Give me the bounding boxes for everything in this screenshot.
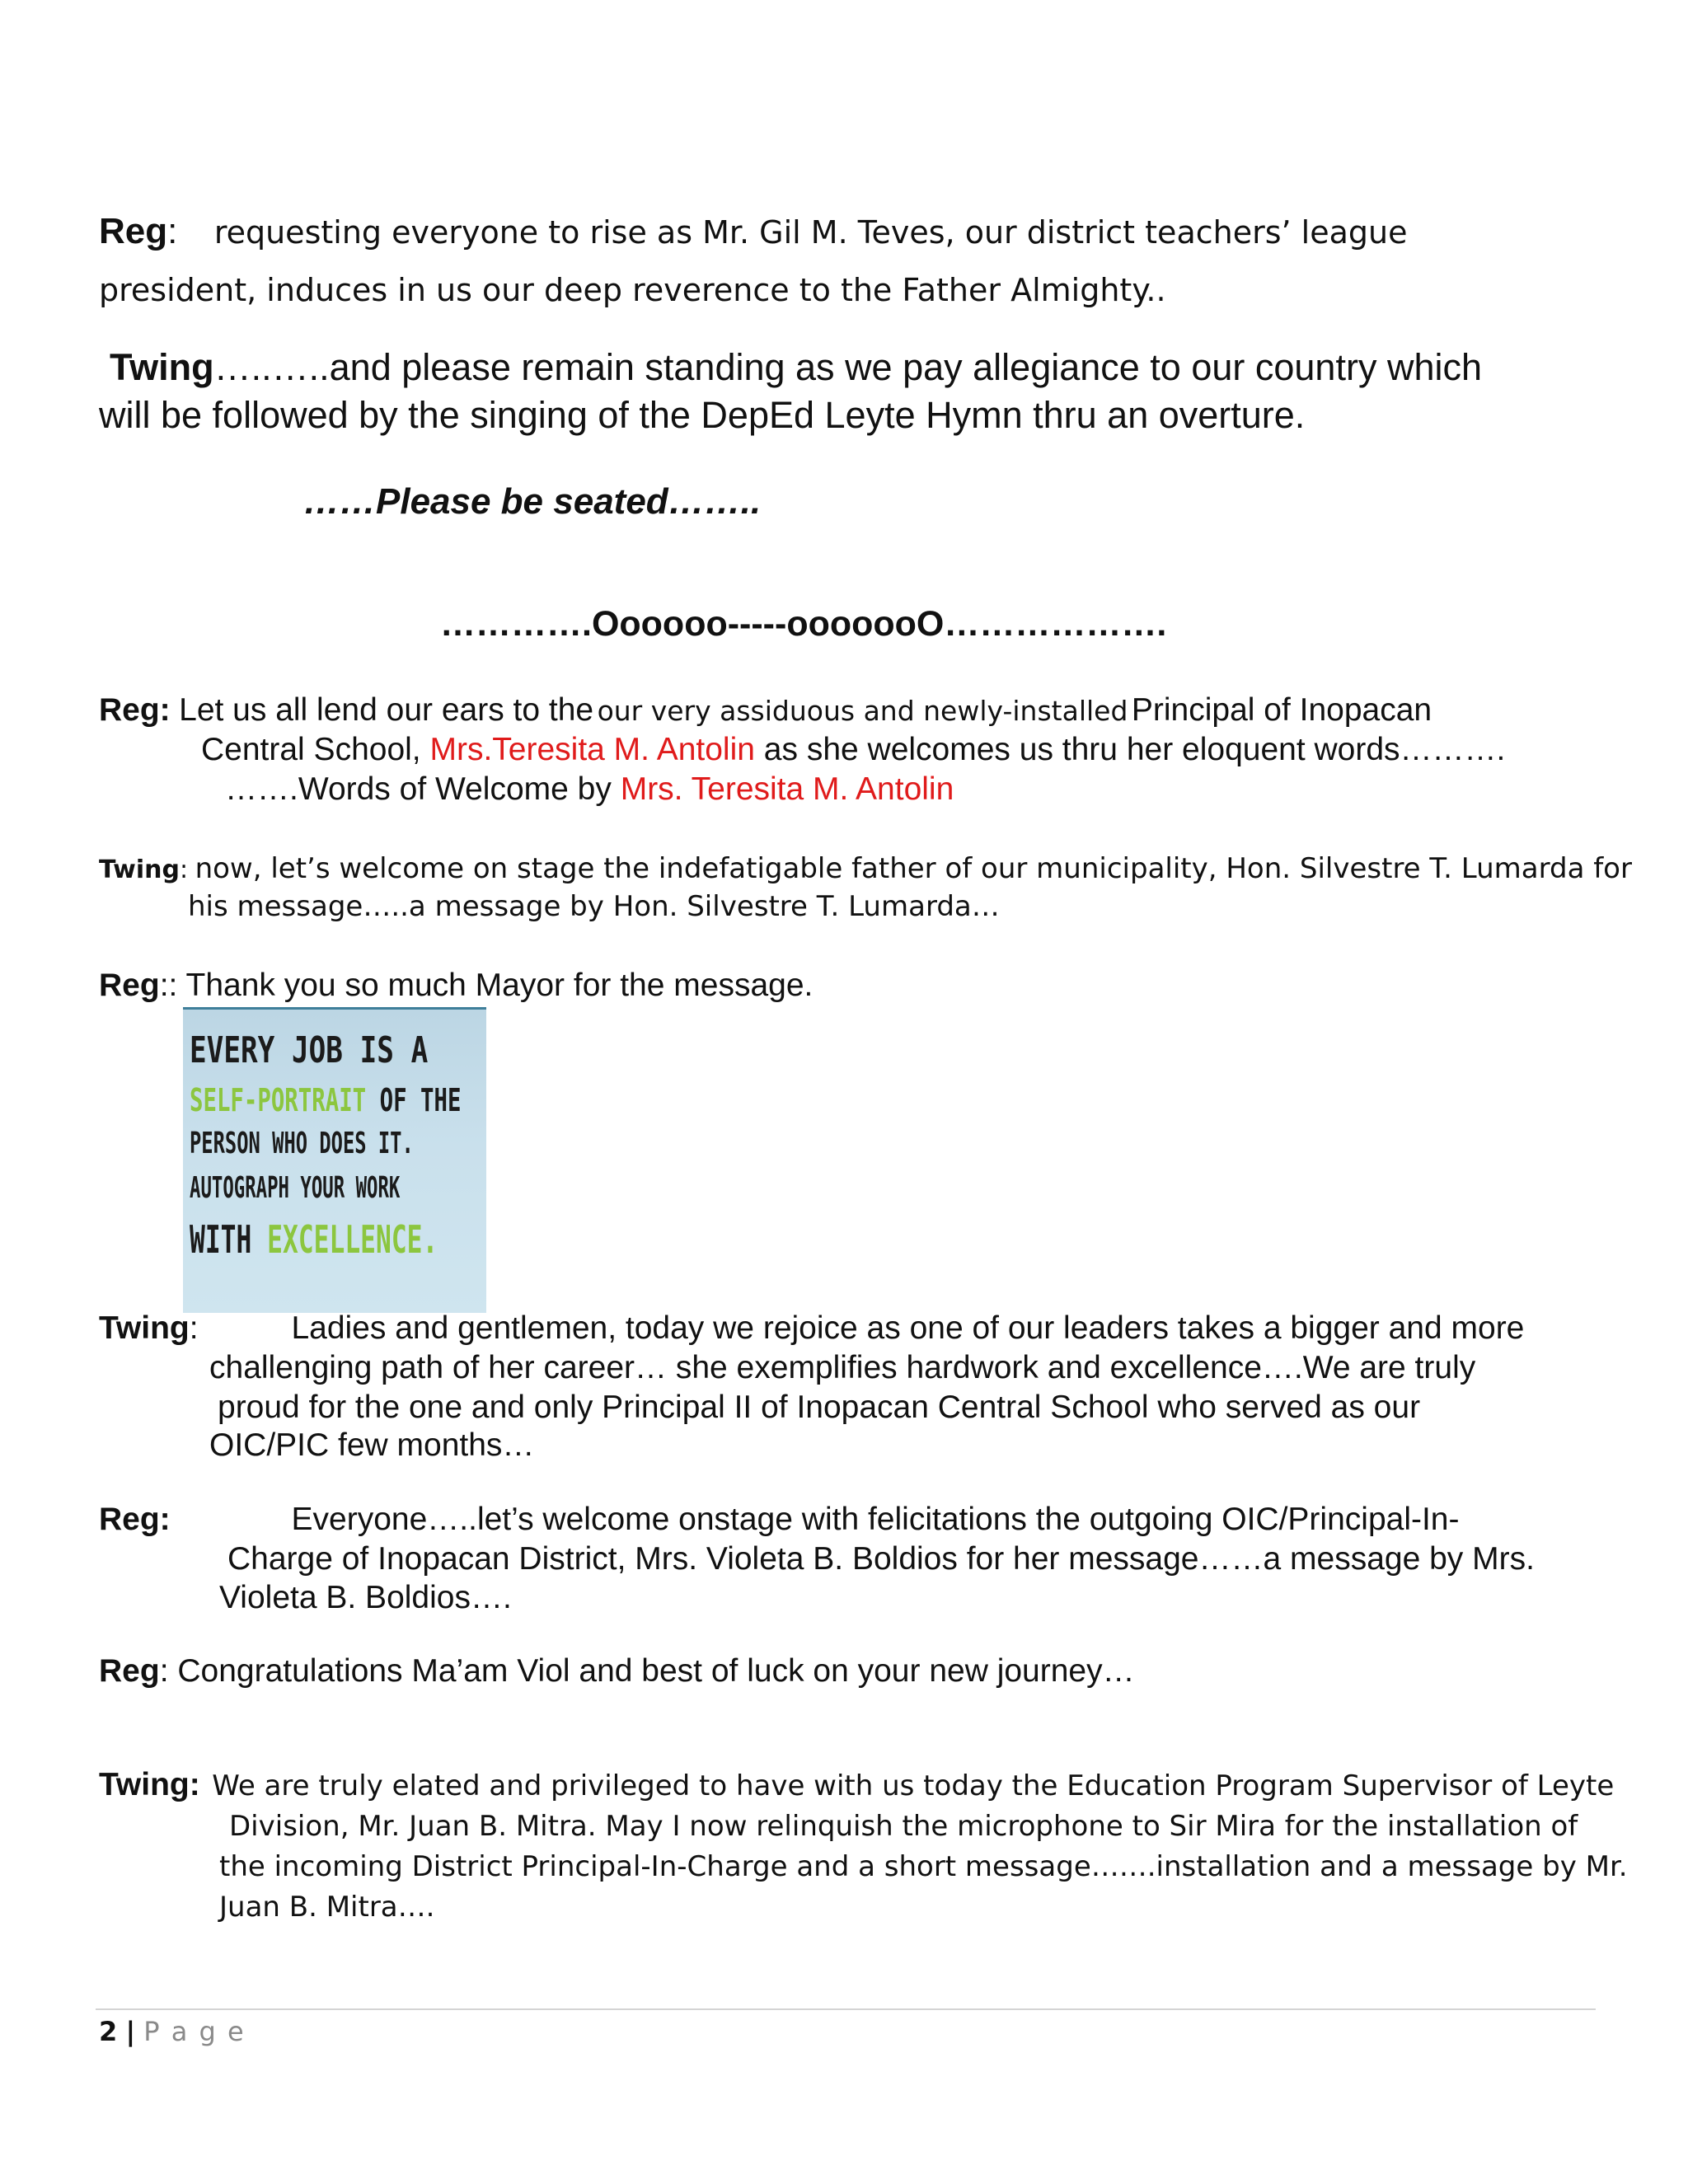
twing-paragraph-1 <box>110 346 1482 389</box>
paragraph-text: We are truly elated and privileged to have with us today the Education Program Supervisor of Leyte <box>212 1769 1615 1802</box>
paragraph-text: Charge of Inopacan District, Mrs. Violeta B. Boldios for her message……a message by Mrs. <box>227 1541 1535 1577</box>
paragraph-line <box>225 771 954 808</box>
reg-paragraph-5 <box>99 1653 1135 1690</box>
speaker-label: Twing <box>99 1310 190 1346</box>
paragraph-text: Violeta B. Boldios…. <box>219 1580 512 1615</box>
speaker-separator: : <box>159 1653 169 1689</box>
paragraph-text: proud for the one and only Principal II of Inopacan Central School who served as our <box>218 1390 1421 1425</box>
principal-name: Mrs. Teresita M. Antolin <box>620 771 954 807</box>
poster-text: OF THE <box>366 1082 462 1118</box>
paragraph-text: Ladies and gentlemen, today we rejoice as one of our leaders takes a bigger and more <box>291 1310 1525 1346</box>
paragraph-text: requesting everyone to rise as Mr. Gil M. Teves, our district teachers’ league <box>213 214 1408 251</box>
speaker-label: Twing <box>99 855 180 884</box>
paragraph-text: now, let’s welcome on stage the indefatigable father of our municipality, Hon. Silvestre T. Lumarda for <box>195 852 1632 885</box>
paragraph-text: …….Words of Welcome by <box>225 771 612 807</box>
paragraph-text: challenging path of her career… she exemplifies hardwork and excellence….We are truly <box>209 1350 1476 1385</box>
footer-divider <box>96 2008 1596 2010</box>
page-number: 2 <box>99 2016 118 2047</box>
speaker-separator: : <box>167 211 178 251</box>
paragraph-text: OIC/PIC few months… <box>209 1427 535 1463</box>
paragraph-text: Thank you so much Mayor for the message. <box>185 968 814 1003</box>
speaker-label: Reg: <box>99 1502 171 1537</box>
reg-paragraph-3 <box>99 968 813 1004</box>
paragraph-text: Congratulations Ma’am Viol and best of luck on your new journey… <box>177 1653 1135 1689</box>
paragraph-text: Principal of Inopacan <box>1131 692 1432 728</box>
footer-bar: | <box>125 2016 136 2047</box>
paragraph-text: Everyone…..let’s welcome onstage with felicitations the outgoing OIC/Principal-In- <box>291 1502 1460 1537</box>
poster-line <box>190 1082 461 1118</box>
reg-paragraph-4 <box>99 1502 1459 1538</box>
speaker-separator: : <box>189 1310 199 1346</box>
paragraph-text: Let us all lend our ears to the <box>179 692 594 728</box>
speaker-label: Reg <box>99 211 168 251</box>
speaker-label: Reg <box>99 1653 160 1689</box>
ellipsis: …..….. <box>213 346 330 388</box>
poster-highlight: SELF-PORTRAIT <box>190 1082 367 1118</box>
poster-line: PERSON WHO DOES IT. <box>190 1127 414 1160</box>
paragraph-text: Juan B. Mitra…. <box>219 1891 435 1924</box>
twing-paragraph-2 <box>99 852 1632 885</box>
speaker-label: Twing: <box>99 1767 200 1802</box>
poster-text: WITH <box>190 1217 268 1262</box>
poster-line: EVERY JOB IS A <box>190 1029 429 1071</box>
paragraph-text: our very assiduous and newly-installed <box>597 695 1128 727</box>
speaker-label: Reg <box>99 968 160 1003</box>
paragraph-text: Central School, <box>201 732 421 767</box>
page-footer <box>99 2016 246 2047</box>
speaker-label: Reg: <box>99 692 171 728</box>
poster-line: AUTOGRAPH YOUR WORK <box>190 1171 401 1205</box>
paragraph-line <box>201 732 1505 768</box>
poster-line <box>190 1217 438 1262</box>
speaker-label: Twing <box>110 346 214 388</box>
speaker-separator: :: <box>159 968 178 1003</box>
page-label: P a g e <box>143 2016 246 2047</box>
paragraph-text: the incoming District Principal-In-Charge and a short message…….installation and a message by Mr. <box>219 1850 1628 1883</box>
paragraph-text: will be followed by the singing of the DepEd Leyte Hymn thru an overture. <box>99 394 1306 436</box>
paragraph-text: and please remain standing as we pay allegiance to our country which <box>329 346 1482 388</box>
paragraph-text: as she welcomes us thru her eloquent words………. <box>763 732 1506 767</box>
reg-paragraph-1 <box>99 211 1407 252</box>
quote-poster-image <box>183 1007 486 1313</box>
paragraph-text: his message…..a message by Hon. Silvestre T. Lumarda… <box>188 890 1000 923</box>
principal-name: Mrs.Teresita M. Antolin <box>429 732 755 767</box>
poster-highlight: EXCELLENCE. <box>267 1217 438 1262</box>
twing-paragraph-3 <box>99 1310 1524 1347</box>
speaker-separator: : <box>180 855 189 884</box>
please-be-seated: ……Please be seated…….. <box>303 481 762 522</box>
paragraph-text: president, induces in us our deep reverence to the Father Almighty.. <box>99 272 1166 308</box>
reg-paragraph-2 <box>99 692 1432 729</box>
paragraph-text: Division, Mr. Juan B. Mitra. May I now relinquish the microphone to Sir Mira for the installation of <box>229 1810 1578 1843</box>
section-divider: ………….Oooooo-----ooooooO………………. <box>440 604 1167 644</box>
twing-paragraph-4 <box>99 1767 1614 1803</box>
